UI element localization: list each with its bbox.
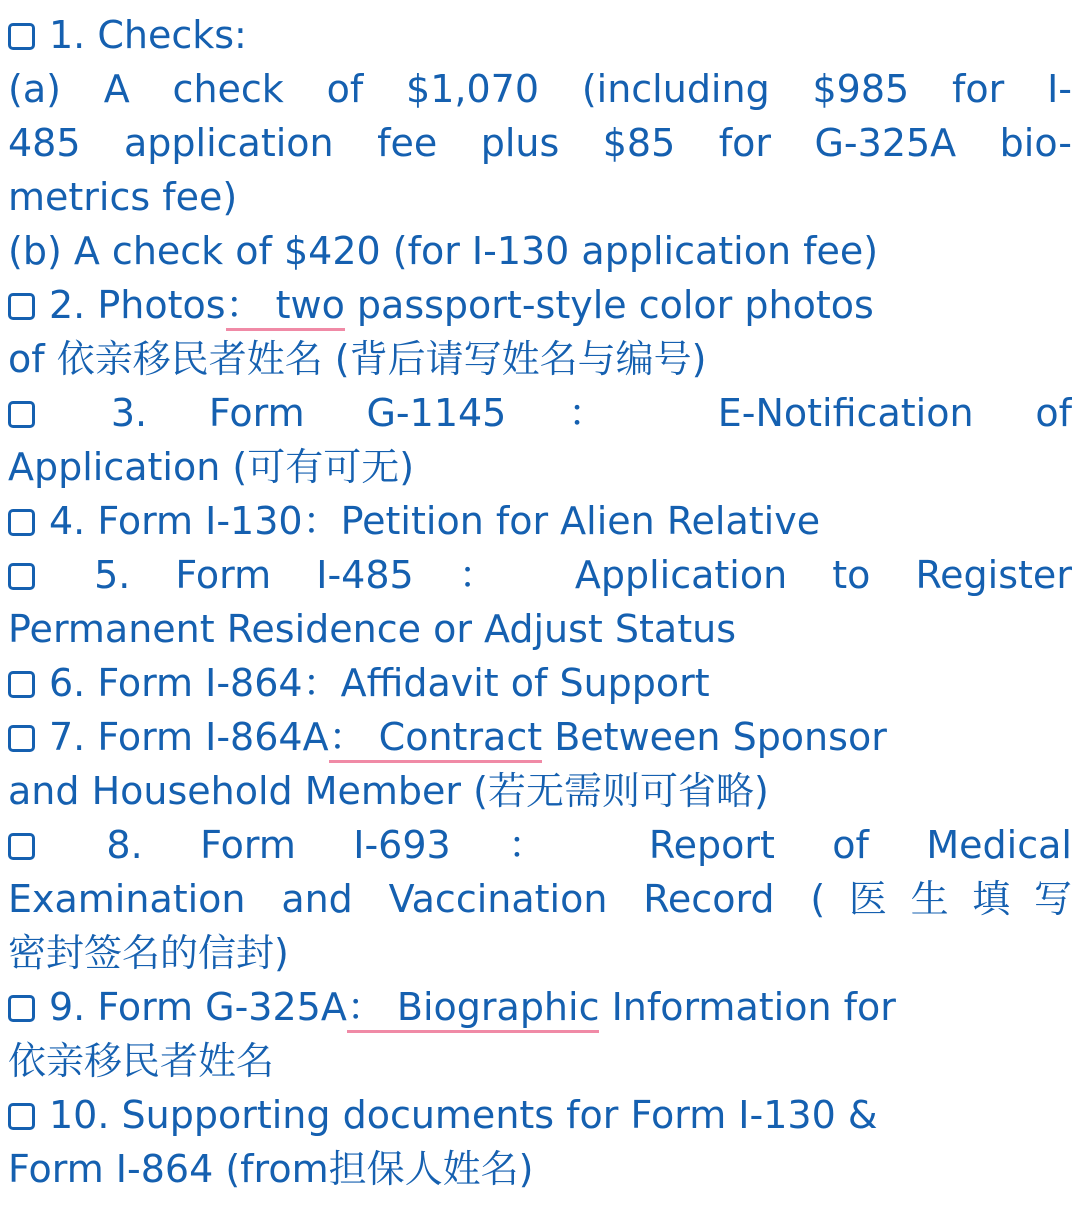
item-5-word-1: Application (574, 553, 788, 597)
item-9-rest: Information for (599, 985, 896, 1029)
item-5-word-3: Register (915, 553, 1072, 597)
item-5-line-2: Permanent Residence or Adjust Status (8, 607, 736, 651)
checkbox[interactable] (8, 401, 35, 428)
item-8-word-3: Medical (926, 823, 1072, 867)
checkbox[interactable] (8, 833, 35, 860)
item-3-line-1 (8, 386, 1072, 440)
checkbox[interactable] (8, 293, 35, 320)
item-9-prefix: 9. Form G-325A (49, 985, 347, 1029)
item-4-text: 4. Form I-130：Petition for Alien Relative (49, 499, 821, 543)
item-8-line-2: Examination and Vaccination Record (医生填写 (8, 877, 1072, 921)
item-5-form-id: I-485 (316, 553, 414, 597)
item-5-colon: ： (458, 553, 530, 597)
item-5-number: 5. (94, 553, 131, 597)
checkbox[interactable] (8, 995, 35, 1022)
item-7-rest: Between Sponsor (542, 715, 887, 759)
item-7-line-2: and Household Member (若无需则可省略) (8, 769, 769, 813)
item-9-line-2: 依亲移民者姓名 (8, 1039, 275, 1083)
item-7-prefix: 7. Form I-864A (49, 715, 329, 759)
item-8-number: 8. (106, 823, 143, 867)
item-6-line-1 (8, 656, 1072, 710)
item-2-underlined: ： two (226, 283, 345, 331)
item-5-line-1 (8, 548, 1072, 602)
item-6-text: 6. Form I-864：Affidavit of Support (49, 661, 710, 705)
item-8-form-id: I-693 (353, 823, 451, 867)
item-3-word-1: E-Notification (717, 391, 974, 435)
item-3-number: 3. (110, 391, 148, 435)
item-1-title-line (8, 8, 1072, 62)
item-8-line-1 (8, 818, 1072, 872)
item-1-b-line: (b) A check of $420 (for I-130 application fee) (8, 229, 879, 273)
item-1-a-line-3: metrics fee) (8, 175, 238, 219)
item-8-word-2: of (832, 823, 869, 867)
item-8-colon: ： (508, 823, 592, 867)
item-10-text: 10. Supporting documents for Form I-130 & (49, 1093, 878, 1137)
item-4-line-1 (8, 494, 1072, 548)
item-8-line-3: 密封签名的信封) (8, 931, 289, 975)
item-1-a-line-1: (a) A check of $1,070 (including $985 for I- (8, 67, 1072, 111)
checkbox[interactable] (8, 509, 35, 536)
item-3-form-id: G-1145 (366, 391, 507, 435)
item-5-form-word: Form (175, 553, 272, 597)
checkbox[interactable] (8, 671, 35, 698)
item-8-word-1: Report (648, 823, 775, 867)
item-1-title: 1. Checks: (49, 13, 247, 57)
item-1-a-line-2: 485 application fee plus $85 for G-325A bio- (8, 121, 1072, 165)
item-8-form-word: Form (200, 823, 296, 867)
checkbox[interactable] (8, 1103, 35, 1130)
item-2-line-2: of 依亲移民者姓名 (背后请写姓名与编号) (8, 337, 707, 381)
item-3-line-2: Application (可有可无) (8, 445, 415, 489)
item-2-rest: passport-style color photos (344, 283, 874, 327)
item-2-prefix: 2. Photos (49, 283, 226, 327)
item-7-line-1 (8, 710, 1072, 764)
item-3-form-word: Form (208, 391, 305, 435)
checkbox[interactable] (8, 725, 35, 752)
item-3-word-2: of (1035, 391, 1072, 435)
item-3-colon: ： (568, 391, 656, 435)
checkbox[interactable] (8, 23, 35, 50)
item-5-word-2: to (832, 553, 871, 597)
item-9-underlined: ： Biographic (347, 985, 600, 1033)
item-10-line-1 (8, 1088, 1072, 1142)
checkbox[interactable] (8, 563, 35, 590)
item-9-line-1 (8, 980, 1072, 1034)
item-7-underlined: ： Contract (329, 715, 543, 763)
item-10-line-2: Form I-864 (from担保人姓名) (8, 1147, 534, 1191)
item-2-line-1 (8, 278, 1072, 332)
